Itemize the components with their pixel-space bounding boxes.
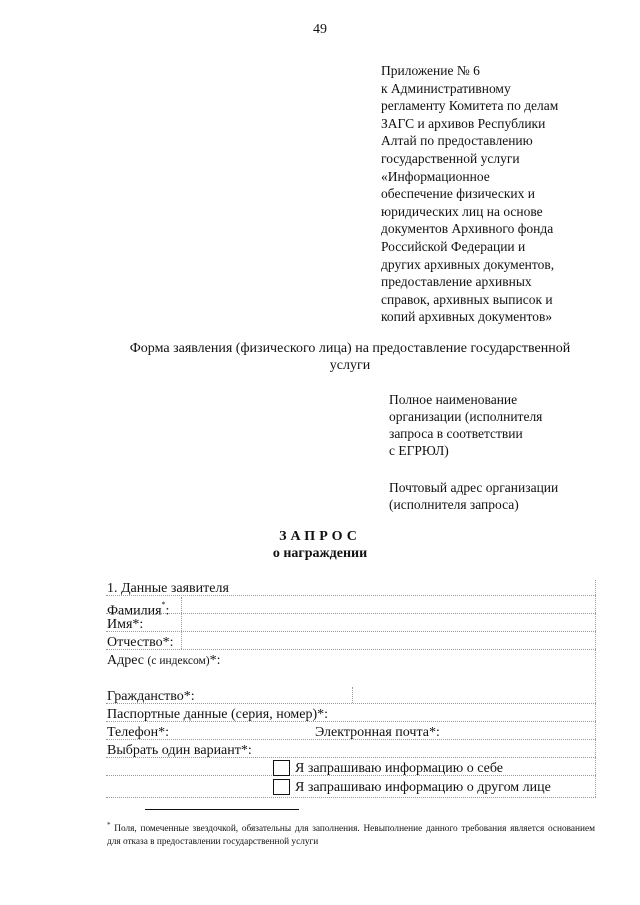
phone-label: Телефон*: xyxy=(107,725,170,740)
field-border xyxy=(352,687,353,703)
appendix-line: документов Архивного фонда xyxy=(381,221,554,237)
choose-option-label: Выбрать один вариант*: xyxy=(107,743,252,758)
applicant-section-label: 1. Данные заявителя xyxy=(107,581,229,596)
footnote-separator xyxy=(145,809,299,810)
required-mark: * xyxy=(161,600,166,609)
organization-name-block xyxy=(389,391,629,459)
page-number: 49 xyxy=(313,22,327,37)
organization-name-line: Полное наименование xyxy=(389,392,518,407)
passport-label: Паспортные данные (серия, номер)*: xyxy=(107,707,329,722)
option-self-checkbox[interactable] xyxy=(273,760,290,776)
citizenship-field[interactable] xyxy=(210,687,350,702)
email-label: Электронная почта*: xyxy=(315,725,440,740)
address-label-text: Адрес xyxy=(107,653,145,668)
surname-label-text: Фамилия xyxy=(107,603,162,619)
request-subtitle: о награждении xyxy=(272,546,368,561)
appendix-line: государственной услуги xyxy=(381,150,520,166)
form-title-line: услуги xyxy=(329,358,371,373)
address-field[interactable] xyxy=(240,651,593,685)
footnote-mark: * xyxy=(107,821,111,829)
request-title: ЗАПРОС xyxy=(279,529,361,544)
surname-label-colon: : xyxy=(165,603,170,619)
appendix-line: регламенту Комитета по делам xyxy=(381,98,559,114)
field-separator xyxy=(106,797,596,798)
appendix-line: Приложение № 6 xyxy=(381,63,480,78)
appendix-header xyxy=(381,62,621,326)
option-other-checkbox[interactable] xyxy=(273,779,290,795)
name-label: Имя*: xyxy=(107,617,144,632)
form-title-line: Форма заявления (физического лица) на предоставление государственной xyxy=(129,341,571,356)
phone-field[interactable] xyxy=(180,723,310,738)
footnote xyxy=(107,819,595,849)
appendix-line: предоставление архивных xyxy=(381,274,532,290)
appendix-line: обеспечение физических и xyxy=(381,186,536,202)
organization-name-line: запроса в соответствии xyxy=(389,426,523,441)
surname-field[interactable] xyxy=(185,597,593,612)
form-title xyxy=(60,340,640,374)
name-field[interactable] xyxy=(185,615,593,630)
address-label xyxy=(107,652,221,670)
organization-name-line: с ЕГРЮЛ) xyxy=(389,443,449,458)
option-other-label: Я запрашиваю информацию о другом лице xyxy=(295,780,551,795)
field-separator xyxy=(106,613,596,614)
patronymic-field[interactable] xyxy=(185,633,593,648)
option-self-label: Я запрашиваю информацию о себе xyxy=(295,761,503,776)
passport-field[interactable] xyxy=(350,705,593,720)
organization-address-block xyxy=(389,479,629,513)
citizenship-label: Гражданство*: xyxy=(107,689,195,704)
appendix-line: ЗАГС и архивов Республики xyxy=(381,115,546,131)
appendix-line: Российской Федерации и xyxy=(381,238,526,254)
appendix-line: Алтай по предоставлению xyxy=(381,133,533,149)
field-border xyxy=(181,597,182,649)
footnote-text: Поля, помеченные звездочкой, обязательны для заполнения. Невыполнение данного требования является основанием для отказа в предоставлении государственной услуги xyxy=(107,824,595,848)
appendix-line: копий архивных документов» xyxy=(381,309,553,325)
appendix-line: к Административному xyxy=(381,80,511,96)
field-border xyxy=(595,580,596,797)
appendix-line: справок, архивных выписок и xyxy=(381,291,553,307)
organization-address-line: (исполнителя запроса) xyxy=(389,497,519,512)
field-separator xyxy=(106,649,596,650)
field-separator xyxy=(106,631,596,632)
appendix-line: юридических лиц на основе xyxy=(381,203,543,219)
email-field[interactable] xyxy=(452,723,593,738)
address-hint: (с индексом) xyxy=(147,655,210,667)
organization-address-line: Почтовый адрес организации xyxy=(389,480,559,495)
patronymic-label: Отчество*: xyxy=(107,635,174,650)
appendix-line: других архивных документов, xyxy=(381,256,555,272)
appendix-line: «Информационное xyxy=(381,168,490,184)
organization-name-line: организации (исполнителя xyxy=(389,409,543,424)
address-label-tail: *: xyxy=(209,653,221,668)
